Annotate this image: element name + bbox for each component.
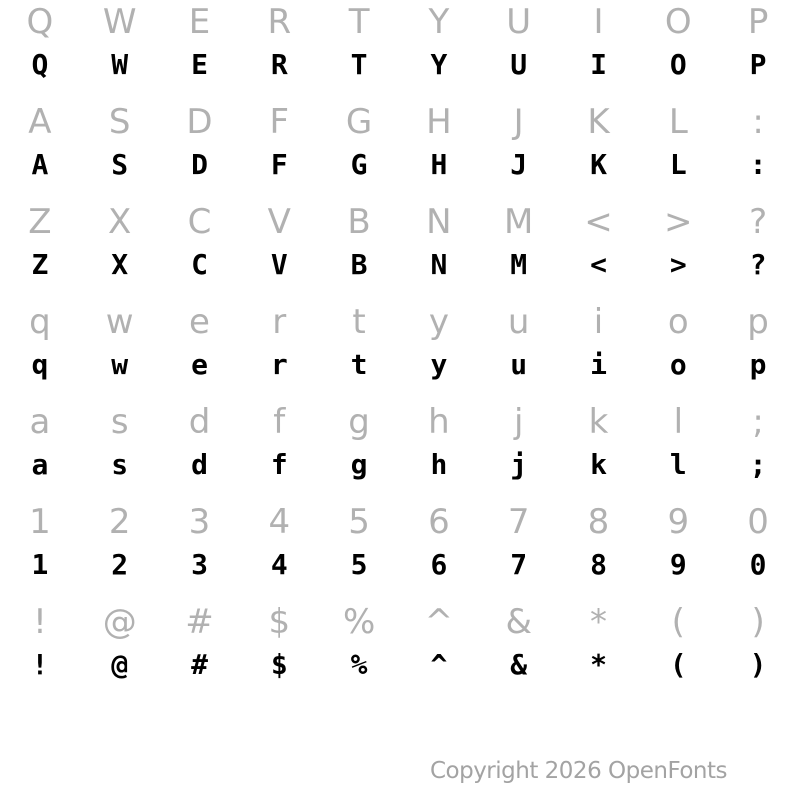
glyph-cell: 3 bbox=[191, 548, 208, 581]
glyph-row-ink-6 bbox=[0, 644, 798, 686]
glyph-row-ink-5 bbox=[0, 544, 798, 586]
glyph-cell: h bbox=[428, 402, 450, 442]
glyph-cell: l bbox=[673, 402, 684, 442]
glyph-cell: r bbox=[270, 348, 288, 381]
glyph-row-muted-3 bbox=[0, 300, 798, 344]
glyph-cell: a bbox=[29, 402, 51, 442]
copyright-notice: Copyright 2026 OpenFonts bbox=[429, 758, 727, 784]
glyph-cell: 5 bbox=[350, 548, 368, 581]
glyph-cell: O bbox=[664, 2, 692, 42]
glyph-cell: T bbox=[350, 48, 368, 81]
glyph-cell: V bbox=[270, 248, 288, 281]
glyph-cell: 0 bbox=[749, 548, 767, 581]
glyph-cell: $ bbox=[268, 602, 291, 642]
glyph-cell: i bbox=[590, 348, 607, 381]
glyph-cell: O bbox=[669, 48, 687, 81]
glyph-cell: < bbox=[584, 202, 613, 242]
glyph-cell: C bbox=[191, 248, 208, 281]
glyph-cell: j bbox=[513, 402, 524, 442]
glyph-cell: u bbox=[507, 302, 530, 342]
glyph-cell: 9 bbox=[669, 548, 687, 581]
glyph-cell: @ bbox=[111, 648, 129, 681]
glyph-cell: I bbox=[590, 48, 607, 81]
glyph-cell: % bbox=[350, 648, 368, 681]
glyph-row-ink-0 bbox=[0, 44, 798, 86]
glyph-cell: B bbox=[350, 248, 368, 281]
glyph-cell: j bbox=[510, 448, 528, 481]
glyph-cell: A bbox=[31, 148, 49, 181]
glyph-cell: g bbox=[348, 402, 370, 442]
glyph-cell: $ bbox=[270, 648, 288, 681]
glyph-cell: a bbox=[31, 448, 49, 481]
glyph-cell: e bbox=[191, 348, 208, 381]
glyph-cell: o bbox=[667, 302, 689, 342]
glyph-cell: J bbox=[513, 102, 524, 142]
glyph-cell: I bbox=[593, 2, 604, 42]
glyph-cell: W bbox=[102, 2, 137, 42]
glyph-cell: M bbox=[504, 202, 534, 242]
glyph-cell: H bbox=[426, 102, 452, 142]
glyph-cell: L bbox=[669, 148, 687, 181]
glyph-cell: y bbox=[428, 302, 449, 342]
glyph-cell: Z bbox=[28, 202, 52, 242]
glyph-cell: f bbox=[273, 402, 286, 442]
glyph-cell: 3 bbox=[188, 502, 211, 542]
glyph-cell: S bbox=[108, 102, 131, 142]
glyph-cell: G bbox=[350, 148, 368, 181]
glyph-cell: A bbox=[28, 102, 52, 142]
glyph-cell: # bbox=[185, 602, 214, 642]
glyph-cell: V bbox=[267, 202, 291, 242]
glyph-cell: ^ bbox=[430, 648, 448, 681]
glyph-cell: P bbox=[749, 48, 767, 81]
glyph-cell: s bbox=[110, 402, 129, 442]
glyph-cell: E bbox=[188, 2, 211, 42]
glyph-cell: G bbox=[345, 102, 373, 142]
glyph-cell: Y bbox=[430, 48, 448, 81]
glyph-cell: Y bbox=[428, 2, 450, 42]
glyph-cell: E bbox=[191, 48, 208, 81]
glyph-cell: U bbox=[506, 2, 532, 42]
glyph-cell: s bbox=[111, 448, 129, 481]
glyph-cell: 4 bbox=[270, 548, 288, 581]
glyph-cell: w bbox=[105, 302, 134, 342]
glyph-cell: d bbox=[191, 448, 208, 481]
glyph-cell: ; bbox=[752, 402, 764, 442]
glyph-cell: 7 bbox=[510, 548, 528, 581]
glyph-cell: N bbox=[430, 248, 448, 281]
glyph-cell: 1 bbox=[31, 548, 49, 581]
glyph-cell: J bbox=[510, 148, 528, 181]
glyph-cell: D bbox=[186, 102, 213, 142]
glyph-cell: & bbox=[510, 648, 528, 681]
glyph-cell: l bbox=[669, 448, 687, 481]
glyph-cell: ) bbox=[751, 602, 765, 642]
glyph-cell: 7 bbox=[507, 502, 530, 542]
glyph-cell: D bbox=[191, 148, 208, 181]
glyph-cell: 6 bbox=[430, 548, 448, 581]
glyph-cell: p bbox=[749, 348, 767, 381]
glyph-cell: o bbox=[669, 348, 687, 381]
glyph-cell: @ bbox=[102, 602, 137, 642]
glyph-cell: Z bbox=[31, 248, 49, 281]
glyph-cell: : bbox=[752, 102, 764, 142]
glyph-cell: ^ bbox=[424, 602, 454, 642]
glyph-cell: 2 bbox=[108, 502, 131, 542]
glyph-cell: H bbox=[430, 148, 448, 181]
glyph-row-muted-6 bbox=[0, 600, 798, 644]
glyph-cell: 9 bbox=[667, 502, 690, 542]
glyph-cell: ? bbox=[749, 202, 768, 242]
glyph-cell: C bbox=[187, 202, 212, 242]
glyph-cell: Q bbox=[31, 48, 49, 81]
glyph-cell: 6 bbox=[428, 502, 450, 542]
glyph-cell: g bbox=[350, 448, 368, 481]
glyph-cell: u bbox=[510, 348, 528, 381]
glyph-cell: r bbox=[272, 302, 287, 342]
glyph-cell: < bbox=[590, 248, 607, 281]
glyph-cell: 8 bbox=[590, 548, 607, 581]
glyph-row-ink-3 bbox=[0, 344, 798, 386]
glyph-cell: 0 bbox=[747, 502, 769, 542]
glyph-cell: y bbox=[430, 348, 448, 381]
glyph-cell: R bbox=[267, 2, 292, 42]
glyph-cell: X bbox=[111, 248, 129, 281]
glyph-cell: k bbox=[590, 448, 607, 481]
glyph-cell: 1 bbox=[29, 502, 51, 542]
glyph-cell: f bbox=[270, 448, 288, 481]
glyph-row-muted-2 bbox=[0, 200, 798, 244]
glyph-cell: q bbox=[29, 302, 51, 342]
glyph-cell: W bbox=[111, 48, 129, 81]
glyph-cell: Q bbox=[26, 2, 54, 42]
glyph-cell: P bbox=[747, 2, 769, 42]
glyph-cell: X bbox=[108, 202, 132, 242]
glyph-row-muted-0 bbox=[0, 0, 798, 44]
glyph-cell: L bbox=[668, 102, 688, 142]
glyph-cell: p bbox=[747, 302, 769, 342]
glyph-cell: 2 bbox=[111, 548, 129, 581]
glyph-cell: K bbox=[590, 148, 607, 181]
glyph-row-ink-1 bbox=[0, 144, 798, 186]
glyph-cell: N bbox=[426, 202, 452, 242]
glyph-row-muted-5 bbox=[0, 500, 798, 544]
glyph-cell: B bbox=[347, 202, 371, 242]
glyph-cell: R bbox=[270, 48, 288, 81]
glyph-cell: ( bbox=[671, 602, 685, 642]
glyph-cell: ! bbox=[31, 648, 49, 681]
glyph-cell: e bbox=[189, 302, 210, 342]
glyph-cell: K bbox=[587, 102, 610, 142]
glyph-cell: U bbox=[510, 48, 528, 81]
glyph-cell: % bbox=[342, 602, 376, 642]
glyph-row-ink-2 bbox=[0, 244, 798, 286]
glyph-cell: w bbox=[111, 348, 129, 381]
glyph-cell: T bbox=[348, 2, 370, 42]
glyph-cell: S bbox=[111, 148, 129, 181]
glyph-cell: 5 bbox=[348, 502, 370, 542]
glyph-cell: 4 bbox=[268, 502, 291, 542]
glyph-cell: t bbox=[350, 348, 368, 381]
glyph-row-muted-4 bbox=[0, 400, 798, 444]
glyph-cell: # bbox=[191, 648, 208, 681]
glyph-cell: d bbox=[188, 402, 211, 442]
glyph-cell: h bbox=[430, 448, 448, 481]
glyph-cell: ) bbox=[749, 648, 767, 681]
glyph-row-muted-1 bbox=[0, 100, 798, 144]
glyph-cell: i bbox=[593, 302, 604, 342]
glyph-cell: ; bbox=[749, 448, 767, 481]
glyph-cell: t bbox=[352, 302, 366, 342]
glyph-cell: ! bbox=[33, 602, 47, 642]
glyph-cell: F bbox=[270, 148, 288, 181]
glyph-cell: 8 bbox=[587, 502, 610, 542]
glyph-cell: > bbox=[664, 202, 693, 242]
glyph-cell: * bbox=[590, 648, 607, 681]
glyph-cell: * bbox=[589, 602, 607, 642]
glyph-cell: F bbox=[269, 102, 290, 142]
glyph-cell: : bbox=[749, 148, 767, 181]
glyph-cell: & bbox=[505, 602, 532, 642]
glyph-cell: ( bbox=[669, 648, 687, 681]
glyph-cell: M bbox=[510, 248, 528, 281]
glyph-cell: q bbox=[31, 348, 49, 381]
glyph-cell: k bbox=[588, 402, 609, 442]
glyph-cell: > bbox=[669, 248, 687, 281]
glyph-cell: ? bbox=[749, 248, 767, 281]
glyph-row-ink-4 bbox=[0, 444, 798, 486]
